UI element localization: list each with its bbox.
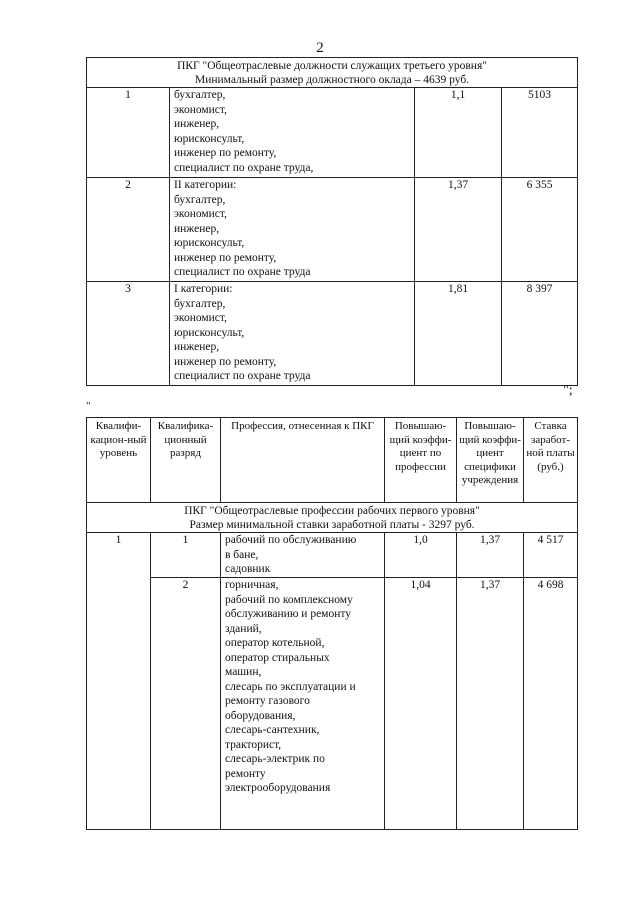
coefficient-cell: 1,81: [415, 282, 502, 386]
position-item: специалист по охране труда,: [174, 161, 314, 174]
position-item: бухгалтер,: [174, 89, 226, 101]
profession-cell: [221, 578, 385, 830]
position-item: II категории:: [174, 179, 237, 191]
grade-cell: 1: [151, 533, 221, 578]
opening-quote-mark: ": [86, 400, 91, 412]
coef-specific-cell: 1,37: [457, 533, 524, 578]
group-header: [87, 58, 578, 88]
group-title: ПКГ "Общеотраслевые должности служащих третьего уровня": [177, 60, 487, 72]
coef-profession-cell: 1,04: [385, 578, 457, 830]
position-item: экономист,: [174, 208, 227, 220]
profession-item: слесарь по эксплуатации и: [225, 680, 356, 693]
coef-specific-cell: 1,37: [457, 578, 524, 830]
closing-quote-mark: ";: [563, 383, 573, 398]
profession-item: оператор стиральных: [225, 651, 330, 664]
profession-item: зданий,: [225, 622, 262, 635]
profession-item: рабочий по обслуживанию: [225, 534, 357, 546]
positions-cell: [170, 282, 415, 386]
level-cell: 1: [87, 88, 170, 178]
position-item: экономист,: [174, 103, 227, 116]
coefficient-cell: 1,1: [415, 88, 502, 178]
profession-item: садовник: [225, 563, 271, 575]
profession-item: ремонту газового: [225, 695, 310, 707]
position-item: инженер,: [174, 222, 220, 235]
group-subtitle: Минимальный размер должностного оклада – 4639 руб.: [194, 74, 470, 86]
position-item: экономист,: [174, 312, 227, 324]
header-profession: Профессия, отнесенная к ПКГ: [221, 418, 385, 503]
header-level: Квалифи-кацион-ный уровень: [87, 418, 151, 503]
level-cell: 2: [87, 178, 170, 282]
rate-cell: 4 517: [524, 533, 578, 578]
position-item: специалист по охране труда: [174, 370, 311, 382]
position-text: инженер по ремонту,: [174, 147, 277, 159]
profession-item: слесарь-сантехник,: [225, 724, 320, 736]
table-row: [87, 88, 578, 178]
salary-cell: 6 355: [502, 178, 578, 282]
table-row: [87, 578, 578, 830]
positions-cell: [170, 88, 415, 178]
position-item: юрисконсульт,: [174, 326, 245, 339]
table-header-row: [87, 418, 578, 503]
header-coef-profession: Повышаю-щий коэффи-циент по профессии: [385, 418, 457, 503]
header-grade: Квалифика-ционный разряд: [151, 418, 221, 503]
coef-profession-cell: 1,0: [385, 533, 457, 578]
position-item: [174, 146, 410, 161]
profession-item: ремонту: [225, 767, 266, 780]
header-rate: Ставка заработ-ной платы (руб.): [524, 418, 578, 503]
profession-item: тракторист,: [225, 738, 282, 751]
coefficient-cell: 1,37: [415, 178, 502, 282]
position-item: юрисконсульт,: [174, 237, 245, 249]
salary-table-workers: [86, 417, 578, 830]
profession-item: обслуживанию и ремонту: [225, 608, 351, 620]
profession-cell: [221, 533, 385, 578]
table-row: [87, 178, 578, 282]
page-number: 2: [316, 40, 324, 56]
rate-cell: 4 698: [524, 578, 578, 830]
position-item: инженер по ремонту,: [174, 355, 277, 368]
profession-item: оператор котельной,: [225, 637, 325, 649]
profession-item: машин,: [225, 666, 262, 678]
profession-item: рабочий по комплексному: [225, 593, 353, 606]
salary-cell: 8 397: [502, 282, 578, 386]
profession-item: слесарь-электрик по: [225, 753, 325, 765]
position-item: специалист по охране труда: [174, 266, 311, 278]
position-item: бухгалтер,: [174, 297, 226, 310]
level-cell: 3: [87, 282, 170, 386]
group-title: ПКГ "Общеотраслевые профессии рабочих первого уровня": [184, 505, 480, 517]
position-item: инженер,: [174, 341, 220, 353]
header-coef-specific: Повышаю-щий коэффи-циент специфики учреждения: [457, 418, 524, 503]
profession-item: горничная,: [225, 579, 279, 591]
profession-item: в бане,: [225, 548, 259, 561]
group-header: [87, 503, 578, 533]
position-item: I категории:: [174, 283, 233, 295]
table-row: [87, 533, 578, 578]
position-item: бухгалтер,: [174, 193, 226, 206]
salary-cell: 5103: [502, 88, 578, 178]
profession-item: оборудования,: [225, 709, 296, 722]
position-item: инженер,: [174, 118, 220, 130]
positions-cell: [170, 178, 415, 282]
position-item: инженер по ремонту,: [174, 251, 277, 264]
grade-cell: 2: [151, 578, 221, 830]
table-row: [87, 282, 578, 386]
profession-item: электрооборудования: [225, 782, 331, 794]
group-subtitle: Размер минимальной ставки заработной платы - 3297 руб.: [189, 519, 475, 531]
level-cell: 1: [87, 533, 151, 830]
position-item: юрисконсульт,: [174, 132, 245, 145]
salary-table-third-level: [86, 57, 578, 386]
